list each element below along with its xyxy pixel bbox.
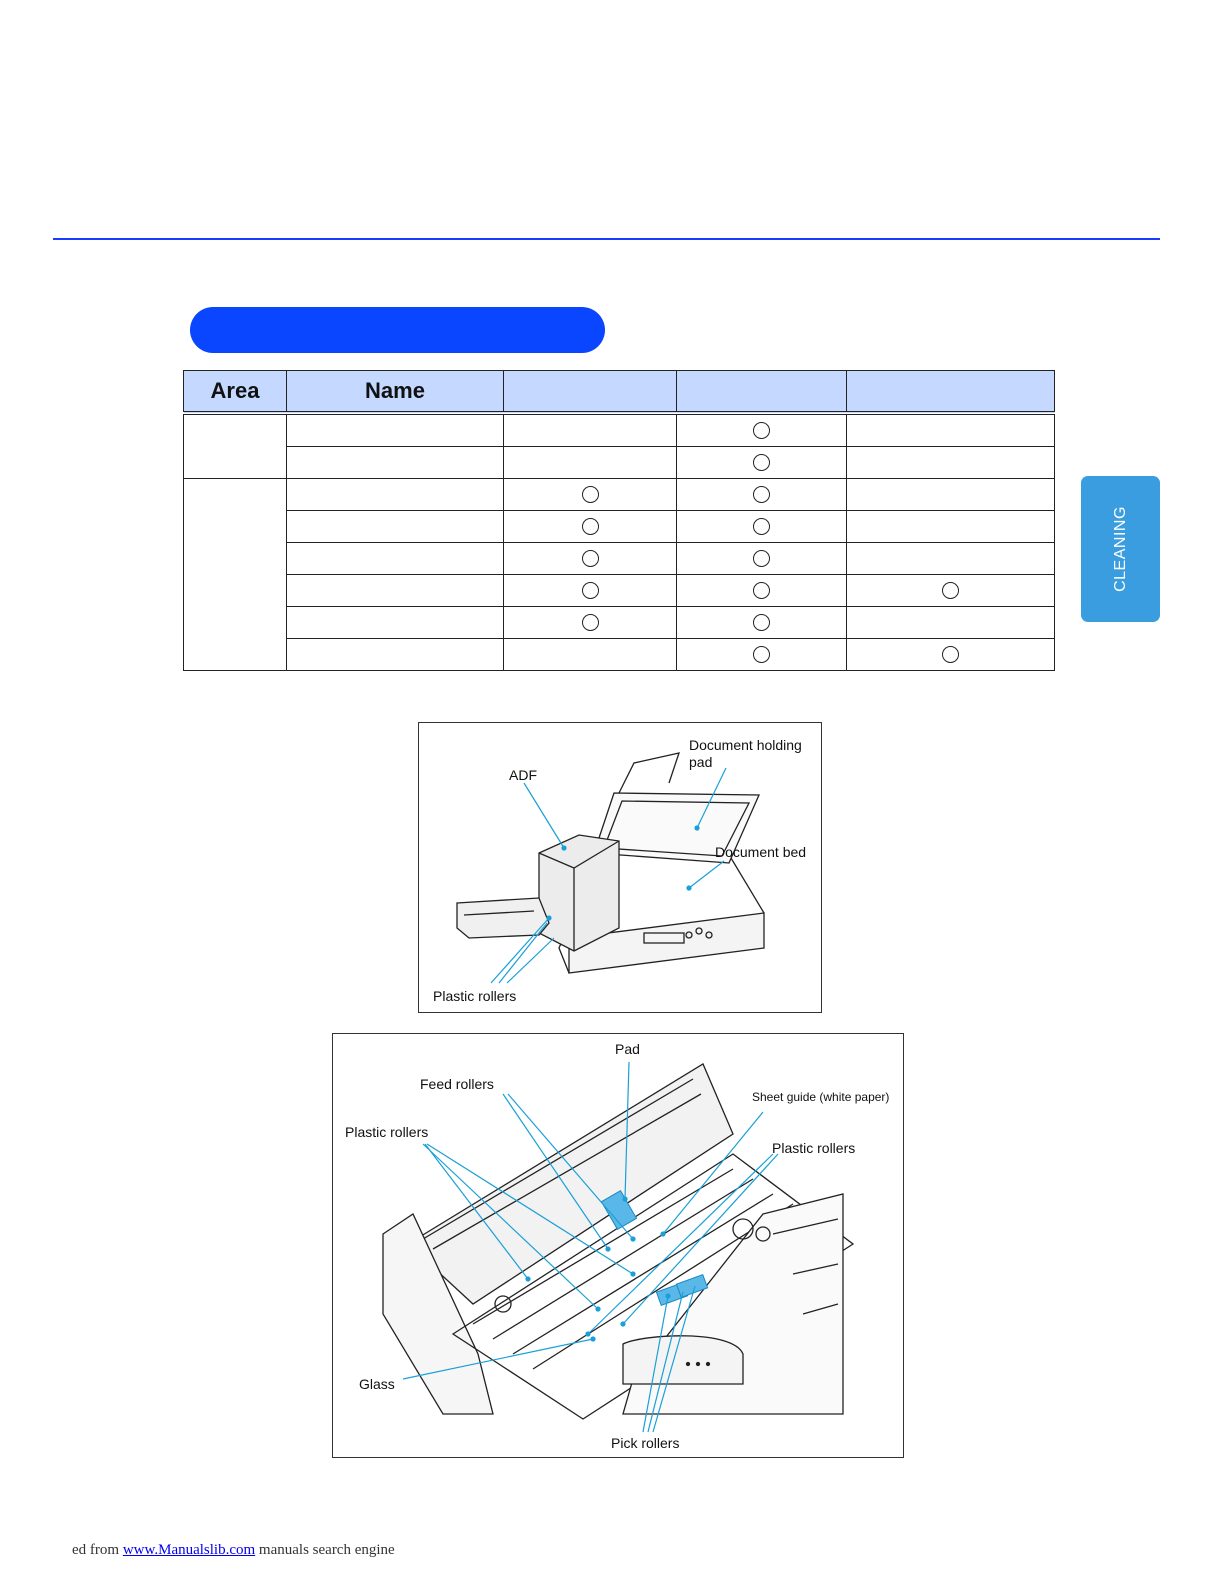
name-cell: [287, 413, 504, 447]
table-row: [184, 543, 1055, 575]
check-cell: [504, 639, 677, 671]
circle-mark-icon: [753, 614, 770, 631]
circle-mark-icon: [582, 518, 599, 535]
table-row: [184, 607, 1055, 639]
check-cell: [677, 639, 847, 671]
check-cell: [847, 413, 1055, 447]
label-document-holding-pad-line1: Document holding: [689, 737, 802, 753]
name-cell: [287, 607, 504, 639]
table-row: [184, 479, 1055, 511]
check-cell: [504, 511, 677, 543]
section-heading-pill: [190, 307, 605, 353]
circle-mark-icon: [942, 646, 959, 663]
header-col3: [504, 371, 677, 414]
label-sheet-guide: Sheet guide (white paper): [752, 1090, 890, 1104]
footer-suffix: manuals search engine: [255, 1542, 395, 1558]
circle-mark-icon: [753, 550, 770, 567]
area-cell: [184, 413, 287, 479]
circle-mark-icon: [753, 646, 770, 663]
check-cell: [504, 413, 677, 447]
header-col4: [677, 371, 847, 414]
side-tab-cleaning[interactable]: [1081, 476, 1160, 622]
figure-adf-interior: [332, 1033, 904, 1458]
table-row: [184, 575, 1055, 607]
name-cell: [287, 479, 504, 511]
footer-link[interactable]: www.Manualslib.com: [122, 1542, 256, 1558]
check-cell: [504, 607, 677, 639]
check-cell: [677, 413, 847, 447]
figure-scanner-overview: [418, 722, 822, 1013]
check-cell: [847, 447, 1055, 479]
scanner-overview-drawing: [419, 723, 821, 1012]
label-pad: Pad: [615, 1041, 640, 1057]
circle-mark-icon: [942, 582, 959, 599]
check-cell: [504, 447, 677, 479]
label-plastic-rollers-left: Plastic rollers: [345, 1124, 429, 1140]
check-cell: [677, 511, 847, 543]
check-cell: [677, 447, 847, 479]
circle-mark-icon: [582, 550, 599, 567]
table-row: [184, 511, 1055, 543]
check-cell: [504, 575, 677, 607]
circle-mark-icon: [753, 422, 770, 439]
check-cell: [847, 543, 1055, 575]
circle-mark-icon: [582, 486, 599, 503]
check-cell: [677, 479, 847, 511]
circle-mark-icon: [753, 518, 770, 535]
header-name: Name: [287, 371, 504, 414]
side-tab-label: CLEANING: [1111, 506, 1129, 592]
label-plastic-rollers-right: Plastic rollers: [772, 1140, 856, 1156]
circle-mark-icon: [582, 614, 599, 631]
label-glass: Glass: [359, 1376, 395, 1392]
check-cell: [847, 479, 1055, 511]
label-adf: ADF: [509, 767, 537, 783]
circle-mark-icon: [582, 582, 599, 599]
check-cell: [847, 575, 1055, 607]
check-cell: [677, 543, 847, 575]
label-feed-rollers: Feed rollers: [420, 1076, 494, 1092]
label-plastic-rollers: Plastic rollers: [433, 988, 517, 1004]
check-cell: [677, 575, 847, 607]
circle-mark-icon: [753, 486, 770, 503]
footer-prefix: ed from: [72, 1542, 123, 1558]
check-cell: [504, 543, 677, 575]
circle-mark-icon: [753, 582, 770, 599]
top-rule: [53, 238, 1160, 240]
label-document-bed: Document bed: [715, 844, 807, 860]
cleaning-table: [183, 370, 1055, 671]
name-cell: [287, 575, 504, 607]
footer: [72, 1542, 395, 1559]
check-cell: [504, 479, 677, 511]
name-cell: [287, 511, 504, 543]
check-cell: [847, 607, 1055, 639]
table-row: [184, 639, 1055, 671]
check-cell: [847, 639, 1055, 671]
name-cell: [287, 447, 504, 479]
table-row: [184, 447, 1055, 479]
table-header-row: [184, 371, 1055, 414]
area-cell: [184, 479, 287, 671]
name-cell: [287, 639, 504, 671]
name-cell: [287, 543, 504, 575]
table-row: [184, 413, 1055, 447]
header-area: Area: [184, 371, 287, 414]
header-col5: [847, 371, 1055, 414]
check-cell: [847, 511, 1055, 543]
label-document-holding-pad-line2: pad: [689, 754, 713, 770]
label-pick-rollers: Pick rollers: [611, 1435, 680, 1451]
check-cell: [677, 607, 847, 639]
circle-mark-icon: [753, 454, 770, 471]
